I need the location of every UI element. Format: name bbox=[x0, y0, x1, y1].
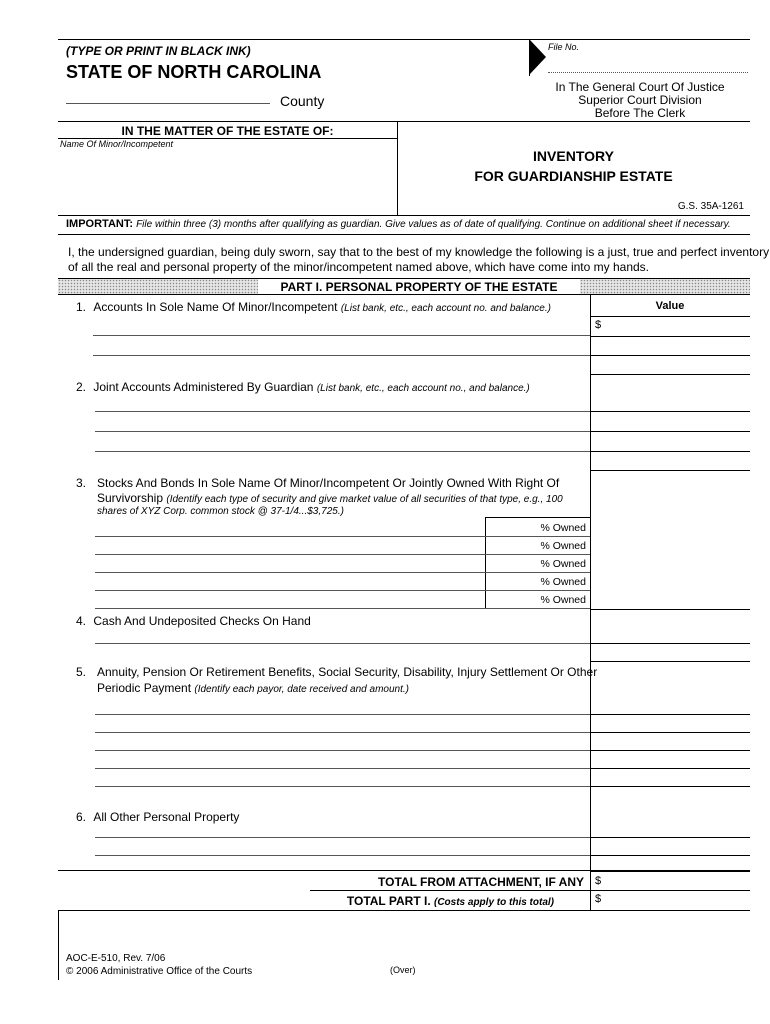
matter-top-rule bbox=[58, 121, 750, 122]
copyright: © 2006 Administrative Office of the Courts bbox=[66, 966, 253, 977]
part1-shade-left bbox=[58, 279, 258, 294]
value-row-rule bbox=[590, 431, 750, 432]
court-line-1: In The General Court Of Justice bbox=[555, 80, 725, 94]
important-label: IMPORTANT: bbox=[66, 218, 134, 230]
item-4-title: Cash And Undeposited Checks On Hand bbox=[93, 614, 311, 628]
name-field[interactable] bbox=[60, 152, 395, 212]
total-part1 bbox=[300, 894, 554, 908]
value-dollar-1: $ bbox=[595, 319, 602, 331]
item-2-note: (List bank, etc., each account no., and balance.) bbox=[316, 383, 530, 394]
item-1-line[interactable] bbox=[93, 335, 590, 336]
total-part1-note: (Costs apply to this total) bbox=[434, 897, 554, 908]
value-row-rule bbox=[590, 643, 750, 644]
item-5-line[interactable] bbox=[95, 786, 590, 787]
item-6-line[interactable] bbox=[95, 837, 590, 838]
item-4-number: 4. bbox=[76, 614, 87, 628]
pct-owned-column-rule bbox=[485, 517, 486, 609]
value-row-rule bbox=[590, 837, 750, 838]
top-rule bbox=[58, 39, 750, 40]
item-5-line[interactable] bbox=[95, 714, 590, 715]
item-5-line[interactable] bbox=[95, 768, 590, 769]
item-3-line-2 bbox=[97, 491, 563, 505]
item-3-number: 3. bbox=[76, 476, 87, 490]
item-1-note: (List bank, etc., each account no. and balance.) bbox=[340, 303, 551, 314]
item-3-line[interactable] bbox=[95, 536, 590, 537]
value-row-rule bbox=[590, 355, 750, 356]
total-attachment-label: TOTAL FROM ATTACHMENT, IF ANY bbox=[378, 875, 584, 889]
name-label: Name Of Minor/Incompetent bbox=[60, 139, 174, 149]
court-line-3: Before The Clerk bbox=[594, 106, 686, 120]
item-6-number: 6. bbox=[76, 810, 87, 824]
item-3-line[interactable] bbox=[95, 572, 590, 573]
ink-note: (TYPE OR PRINT IN BLACK INK) bbox=[66, 44, 251, 58]
over-note: (Over) bbox=[390, 965, 416, 975]
value-row-rule bbox=[590, 661, 750, 662]
totals-bottom-rule bbox=[58, 910, 750, 911]
totals-mid-rule bbox=[310, 890, 750, 891]
important-text: File within three (3) months after qualifying as guardian. Give values as of date of qualifying. Continue on additional sheet if necessary. bbox=[136, 219, 731, 230]
state-title: STATE OF NORTH CAROLINA bbox=[66, 62, 322, 82]
important-note bbox=[66, 218, 750, 230]
title-line-1: INVENTORY bbox=[533, 148, 614, 164]
value-row-rule bbox=[590, 768, 750, 769]
left-margin-rule bbox=[58, 910, 59, 980]
item-3-title-line-1: Stocks And Bonds In Sole Name Of Minor/Incompetent Or Jointly Owned With Right Of bbox=[97, 476, 560, 490]
statute: G.S. 35A-1261 bbox=[677, 201, 744, 212]
value-row-rule bbox=[590, 609, 750, 610]
item-5-number: 5. bbox=[76, 665, 87, 679]
value-header: Value bbox=[655, 300, 685, 312]
item-2-line[interactable] bbox=[95, 411, 590, 412]
item-3-line[interactable] bbox=[95, 590, 590, 591]
title-line-2: FOR GUARDIANSHIP ESTATE bbox=[474, 168, 673, 184]
item-5-title-line-2: Periodic Payment bbox=[97, 681, 192, 695]
value-row-rule bbox=[590, 411, 750, 412]
county-label: County bbox=[280, 93, 325, 109]
item-4 bbox=[76, 614, 311, 628]
total-attachment-dollar: $ bbox=[595, 875, 602, 887]
item-1-number: 1. bbox=[76, 300, 87, 314]
value-row-rule bbox=[590, 714, 750, 715]
value-row-rule bbox=[590, 316, 750, 317]
county-input[interactable] bbox=[66, 103, 270, 104]
value-row-rule bbox=[590, 786, 750, 787]
pct-owned-label: % Owned bbox=[540, 576, 586, 588]
item-3-line[interactable] bbox=[95, 608, 590, 609]
value-row-rule bbox=[590, 374, 750, 375]
pct-owned-label: % Owned bbox=[540, 558, 586, 570]
item-3-note-line-1: (Identify each type of security and give market value of all securities of that type, e.g., 100 bbox=[166, 494, 563, 505]
total-part1-label: TOTAL PART I. bbox=[346, 894, 431, 908]
item-1 bbox=[76, 300, 551, 314]
item-5-title-line-1: Annuity, Pension Or Retirement Benefits, Social Security, Disability, Injury Settlement Or Other bbox=[97, 665, 598, 679]
item-2-line[interactable] bbox=[95, 431, 590, 432]
oath-line-1: I, the undersigned guardian, being duly sworn, say that to the best of my knowledge the following is a just, true and perfect inventory bbox=[68, 245, 770, 259]
value-column-rule bbox=[590, 294, 591, 870]
pct-owned-label: % Owned bbox=[540, 522, 586, 534]
item-2-number: 2. bbox=[76, 380, 87, 394]
item-6 bbox=[76, 810, 239, 824]
form-number: AOC-E-510, Rev. 7/06 bbox=[66, 953, 166, 964]
pct-owned-top-rule bbox=[485, 517, 590, 518]
value-row-rule bbox=[590, 451, 750, 452]
item-6-title: All Other Personal Property bbox=[93, 810, 240, 824]
important-bottom-rule bbox=[58, 234, 750, 235]
item-2 bbox=[76, 380, 530, 394]
part1-shade-right bbox=[580, 279, 750, 294]
value-row-rule bbox=[590, 470, 750, 471]
item-2-title: Joint Accounts Administered By Guardian bbox=[93, 380, 314, 394]
item-1-line[interactable] bbox=[93, 355, 590, 356]
pct-owned-label: % Owned bbox=[540, 594, 586, 606]
matter-heading: IN THE MATTER OF THE ESTATE OF: bbox=[121, 124, 334, 138]
court-line-2: Superior Court Division bbox=[578, 93, 702, 107]
important-top-rule bbox=[58, 215, 750, 216]
item-3-line[interactable] bbox=[95, 554, 590, 555]
item-2-line[interactable] bbox=[95, 451, 590, 452]
total-part1-dollar: $ bbox=[595, 893, 602, 905]
item-5-line[interactable] bbox=[95, 750, 590, 751]
part1-bottom-rule bbox=[58, 294, 750, 295]
file-no-label: File No. bbox=[548, 42, 580, 52]
file-no-arrow-icon bbox=[530, 40, 546, 74]
item-5-line-2 bbox=[97, 681, 409, 695]
item-4-line[interactable] bbox=[95, 643, 590, 644]
value-row-rule bbox=[590, 336, 750, 337]
pct-owned-label: % Owned bbox=[540, 540, 586, 552]
part1-heading: PART I. PERSONAL PROPERTY OF THE ESTATE bbox=[280, 280, 558, 294]
value-row-rule bbox=[590, 855, 750, 856]
item-5-note: (Identify each payor, date received and amount.) bbox=[194, 684, 409, 695]
totals-thick-rule bbox=[590, 870, 750, 872]
item-3-note-line-2: shares of XYZ Corp. common stock @ 37-1/4...$3,725.) bbox=[97, 506, 344, 517]
item-5-line[interactable] bbox=[95, 732, 590, 733]
oath-line-2: of all the real and personal property of the minor/incompetent named above, which have come into my hands. bbox=[68, 260, 649, 274]
value-row-rule bbox=[590, 732, 750, 733]
item-6-line[interactable] bbox=[95, 855, 590, 856]
item-1-title: Accounts In Sole Name Of Minor/Incompetent bbox=[93, 300, 338, 314]
item-3-title-line-2: Survivorship bbox=[97, 491, 164, 505]
file-no-field[interactable] bbox=[548, 72, 748, 73]
value-row-rule bbox=[590, 750, 750, 751]
